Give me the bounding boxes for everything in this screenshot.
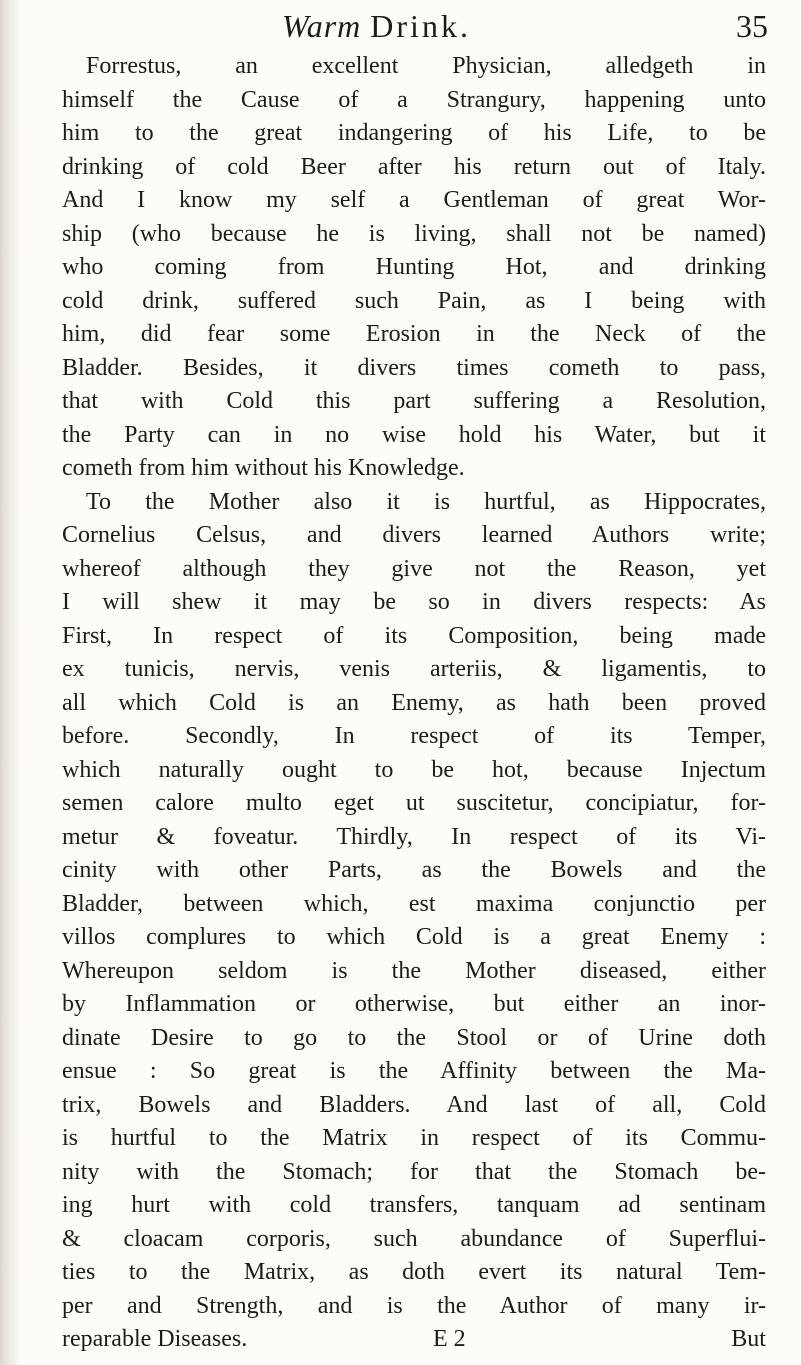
text-line: Forrestus, an excellent Physician, alledgeth in [86, 53, 766, 79]
text-line: that with Cold this part suffering a Resolution, [62, 388, 766, 414]
text-line: cold drink, suffered such Pain, as I being with [62, 287, 766, 314]
binding-gutter [0, 0, 22, 1365]
text-line: which naturally ought to be hot, because Injectum [62, 756, 766, 783]
text-line: dinate Desire to go to the Stool or of Urine doth [62, 1024, 766, 1051]
text-line: him, did fear some Erosion in the Neck of the [62, 321, 766, 347]
text-line: Bladder. Besides, it divers times cometh to pass, [62, 354, 766, 381]
text-line: ensue : So great is the Affinity between the Ma- [62, 1058, 766, 1084]
text-line: cinity with other Parts, as the Bowels and the [62, 857, 766, 883]
text-line: ing hurt with cold transfers, tanquam ad sentinam [62, 1192, 766, 1218]
text-line: whereof although they give not the Reason, yet [62, 555, 766, 582]
text-line: Bladder, between which, est maxima conjunctio per [62, 890, 766, 917]
text-line: I will shew it may be so in divers respects: As [62, 589, 766, 615]
text-line: Whereupon seldom is the Mother diseased, either [62, 957, 766, 984]
text-line: To the Mother also it is hurtful, as Hippocrates, [86, 488, 766, 515]
text-line: First, In respect of its Composition, being made [62, 622, 766, 649]
signature-mark: E 2 [432, 1326, 466, 1352]
text-line: the Party can in no wise hold his Water, but it [62, 421, 766, 448]
body-text [62, 50, 766, 1357]
text-line: And I know my self a Gentleman of great Wor- [62, 187, 766, 213]
page-footer-line [62, 1323, 766, 1357]
text-line: villos complures to which Cold is a great Enemy : [62, 924, 766, 950]
text-line: him to the great indangering of his Life, to be [62, 120, 766, 146]
text-line: semen calore multo eget ut suscitetur, concipiatur, for- [62, 790, 766, 816]
text-line: all which Cold is an Enemy, as hath been proved [62, 689, 766, 716]
running-title-caps: Drink. [370, 8, 471, 44]
text-line: & cloacam corporis, such abundance of Superflui- [62, 1225, 766, 1252]
text-line: drinking of cold Beer after his return out of Italy. [62, 153, 766, 180]
text-line: per and Strength, and is the Author of many ir- [62, 1292, 766, 1319]
text-line: Cornelius Celsus, and divers learned Authors write; [62, 522, 766, 548]
page-number: 35 [736, 8, 768, 44]
catchword: But [731, 1326, 766, 1352]
running-title-italic: Warm [282, 8, 362, 44]
text-line: himself the Cause of a Strangury, happening unto [62, 86, 766, 113]
running-title [282, 8, 471, 45]
text-line: before. Secondly, In respect of its Temper, [62, 723, 766, 749]
text-line: nity with the Stomach; for that the Stomach be- [62, 1158, 766, 1185]
text-line: trix, Bowels and Bladders. And last of all, Cold [62, 1091, 766, 1118]
text-line: by Inflammation or otherwise, but either an inor- [62, 991, 766, 1017]
text-line: ex tunicis, nervis, venis arteriis, & ligamentis, to [62, 656, 766, 682]
text-line: ties to the Matrix, as doth evert its natural Tem- [62, 1259, 766, 1285]
text-line: metur & foveatur. Thirdly, In respect of its Vi- [62, 823, 766, 850]
last-text-line: reparable Diseases. [62, 1326, 248, 1352]
text-line: ship (who because he is living, shall not be named) [62, 220, 766, 247]
text-line: cometh from him without his Knowledge. [62, 455, 465, 481]
text-line: is hurtful to the Matrix in respect of its Commu- [62, 1125, 766, 1151]
running-header [62, 8, 768, 50]
text-line: who coming from Hunting Hot, and drinking [62, 254, 766, 280]
